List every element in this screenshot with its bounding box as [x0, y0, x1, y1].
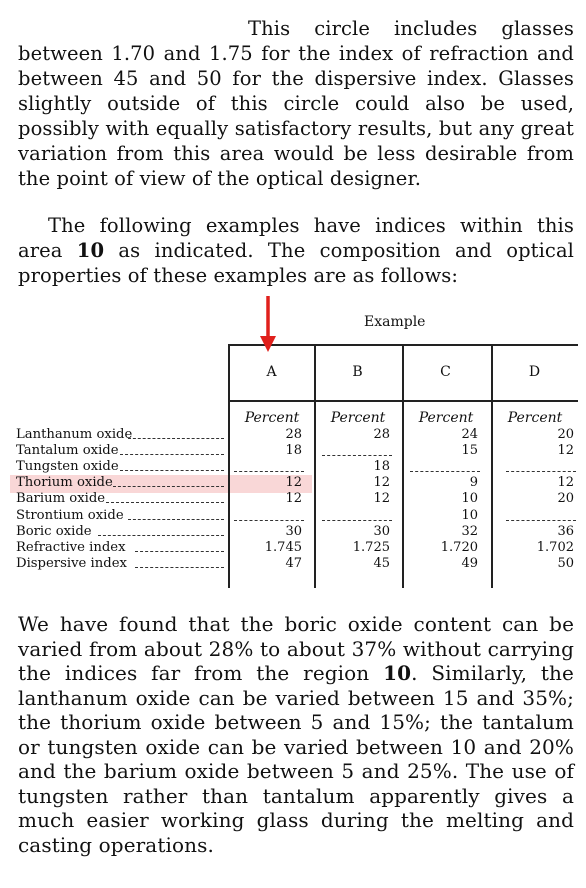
table-cell: 28 — [285, 427, 302, 442]
column-header-b: B — [352, 364, 364, 380]
table-cell: 20 — [557, 491, 574, 507]
empty-cell-dash — [506, 520, 576, 521]
empty-cell-dash — [234, 471, 304, 472]
table-cell: 12 — [373, 475, 390, 491]
table-divider-cd — [491, 344, 493, 588]
red-arrow-annotation — [258, 296, 278, 354]
table-cell: 15 — [461, 443, 478, 459]
column-header-c: C — [440, 364, 452, 380]
table-cell: 10 — [461, 491, 478, 507]
empty-cell-dash — [234, 520, 304, 521]
row-label: Dispersive index — [16, 555, 127, 571]
dot-leader — [128, 519, 225, 520]
row-label: Refractive index — [16, 539, 126, 555]
dot-leader — [135, 551, 224, 552]
table-cell: 24 — [461, 427, 478, 442]
region-reference: 10 — [76, 239, 105, 262]
table-cell: 30 — [373, 523, 390, 539]
table-cell: 36 — [557, 523, 574, 539]
dot-leader — [98, 535, 224, 536]
row-label: Thorium oxide — [16, 475, 113, 491]
row-label: Tungsten oxide — [16, 459, 119, 475]
dot-leader — [120, 470, 224, 471]
table-cell: 18 — [285, 443, 302, 459]
empty-cell-dash — [322, 455, 392, 456]
unit-label-d: Percent — [507, 410, 563, 426]
paragraph-intro — [18, 16, 574, 191]
table-cell: 49 — [461, 555, 478, 571]
unit-label-a: Percent — [244, 410, 300, 426]
table-divider-ab — [314, 344, 316, 588]
paragraph-examples-text-b: as indicated. The composition and optical properties of these examples are as follows: — [18, 239, 575, 287]
table-cell: 1.702 — [536, 539, 574, 555]
table-cell: 9 — [469, 475, 478, 491]
paragraph-conclusion — [18, 612, 574, 857]
table-cell: 1.725 — [352, 539, 390, 555]
table-cell: 12 — [285, 475, 302, 491]
row-label: Lanthanum oxide — [16, 427, 133, 442]
table-cell: 12 — [557, 443, 574, 459]
paragraph-examples — [18, 213, 574, 288]
table-cell: 10 — [461, 507, 478, 523]
unit-label-b: Percent — [330, 410, 386, 426]
table-cell: 20 — [557, 427, 574, 442]
table-cell: 1.745 — [264, 539, 302, 555]
dot-leader — [120, 454, 224, 455]
example-group-header: Example — [364, 314, 426, 330]
table-cell: 12 — [285, 491, 302, 507]
row-label: Barium oxide — [16, 491, 106, 507]
region-reference-2: 10 — [383, 661, 412, 685]
empty-cell-dash — [410, 471, 480, 472]
table-cell: 28 — [373, 427, 390, 442]
composition-table — [0, 300, 586, 592]
table-cell: 1.720 — [440, 539, 478, 555]
column-header-a: A — [266, 364, 278, 380]
table-divider-left — [228, 344, 230, 588]
dot-leader — [135, 567, 224, 568]
empty-cell-dash — [506, 471, 576, 472]
table-divider-bc — [402, 344, 404, 588]
table-cell: 45 — [373, 555, 390, 571]
dot-leader — [113, 486, 224, 487]
table-cell: 12 — [557, 475, 574, 491]
empty-cell-dash — [322, 520, 392, 521]
paragraph-intro-text: This circle includes glasses between 1.70 and 1.75 for the index of refraction and between 45 and 50 for the dispersive index. Glasses slightly outside of this circle could also be used, possibly with equally satisfactory results, but any great variation from this area would be less desirable from the point of view of the optical designer. — [18, 17, 574, 190]
dot-leader — [128, 438, 225, 439]
paragraph-conclusion-text-a: We have found that the boric oxide content can be varied from about 28% to about 37% without carrying the indices far from the region — [18, 612, 574, 685]
paragraph-examples-text-a: The following examples have indices within this area — [18, 214, 574, 262]
paragraph-conclusion-text-b: . Similarly, the lanthanum oxide can be varied between 15 and 35%; the thorium oxide between 5 and 15%; the tantalum or tungsten oxide can be varied between 10 and 20% and the barium oxide between 5 and 25%. The use of tungsten rather than tantalum apparently gives a much easier working glass during the melting and casting operations. — [18, 661, 574, 857]
table-cell: 32 — [461, 523, 478, 539]
table-cell: 50 — [557, 555, 574, 571]
table-cell: 47 — [285, 555, 302, 571]
table-cell: 30 — [285, 523, 302, 539]
column-header-d: D — [528, 364, 542, 380]
row-label: Boric oxide — [16, 523, 92, 539]
row-label: Tantalum oxide — [16, 443, 119, 459]
dot-leader — [106, 502, 224, 503]
table-cell: 12 — [373, 491, 390, 507]
table-cell: 18 — [373, 459, 390, 475]
unit-label-c: Percent — [418, 410, 474, 426]
row-label: Strontium oxide — [16, 507, 124, 523]
